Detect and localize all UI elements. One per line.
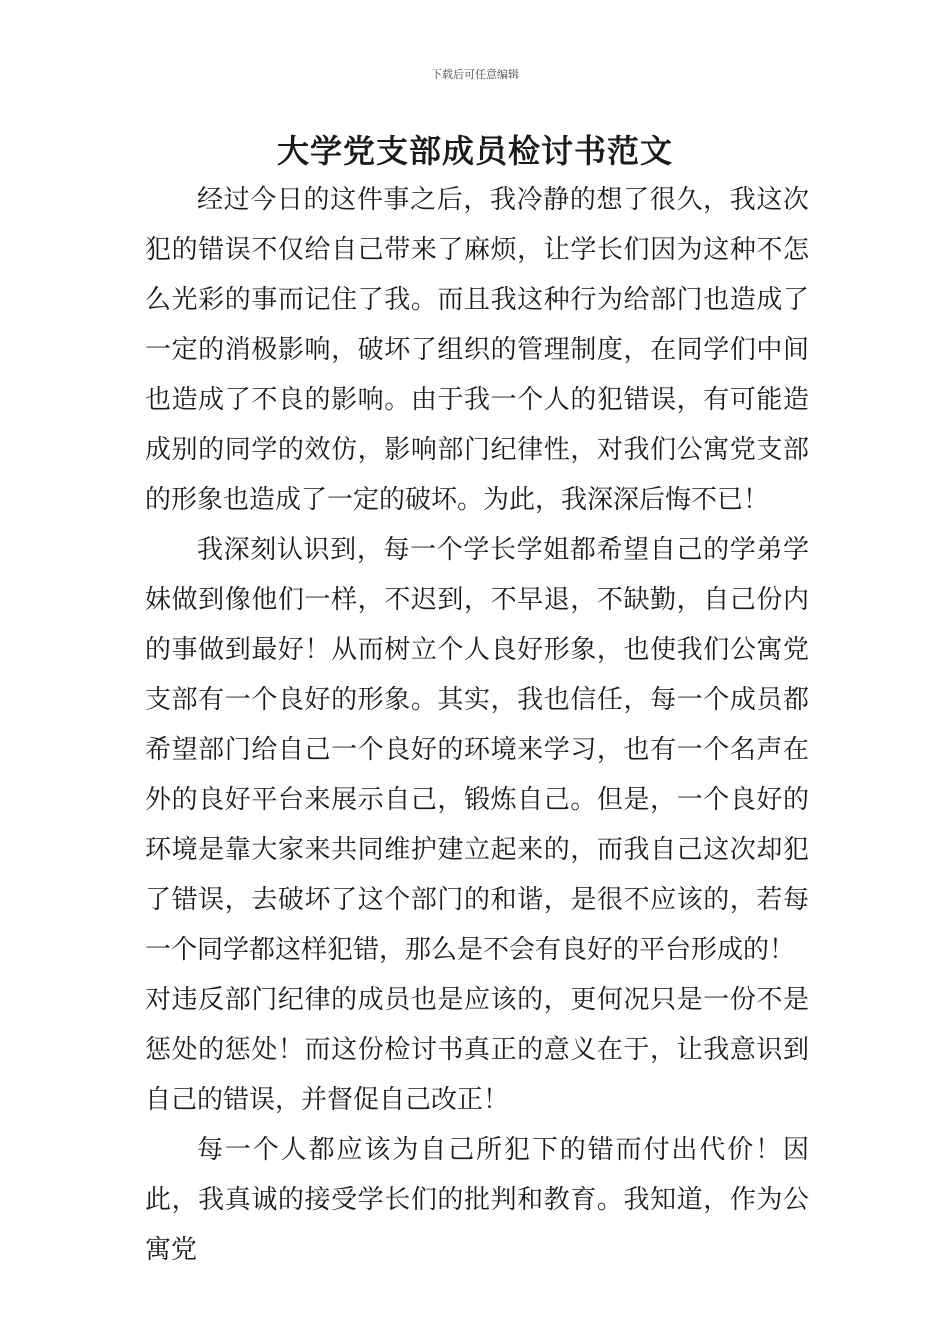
document-title: 大学党支部成员检讨书范文 (276, 132, 673, 170)
paragraph-4: 每一个人都应该为自己所犯下的错而付出代价！因此，我真诚的接受学长们的批判和教育。我知道，作为公寓党 (145, 1135, 809, 1265)
header-note: 下载后可任意编辑 (431, 68, 519, 81)
paragraph-2: 我深刻认识到，每一个学长学姐都希望自己的学弟学妹做到像他们一样，不迟到，不早退，不缺勤，自己份内的事做到最好！从而树立个人良好形象，也使我们公寓党支部有一个良好的形象。其实，我也信任，每一个成员都希望部门给自己一个良好的环境来学习，也有一个名声在外的良好平台来展示自己，锻炼自己。但是，一个良好的环境是靠大家来共同维护建立起来的，而我自己这次却犯了错误，去破坏了这个部门的和谐，是很不应该的，若每一个同学都这样犯错，那么是不会有良好的平台形成的！ (145, 535, 809, 965)
paragraph-3: 对违反部门纪律的成员也是应该的，更何况只是一份不是惩处的惩处！而这份检讨书真正的意义在于，让我意识到自己的错误，并督促自己改正！ (145, 985, 809, 1115)
paragraph-1: 经过今日的这件事之后，我冷静的想了很久，我这次犯的错误不仅给自己带来了麻烦，让学长们因为这种不怎么光彩的事而记住了我。而且我这种行为给部门也造成了一定的消极影响，破坏了组织的管理制度，在同学们中间也造成了不良的影响。由于我一个人的犯错误，有可能造成别的同学的效仿，影响部门纪律性，对我们公寓党支部的形象也造成了一定的破坏。为此，我深深后悔不已！ (145, 185, 809, 515)
document-body (145, 175, 809, 1275)
